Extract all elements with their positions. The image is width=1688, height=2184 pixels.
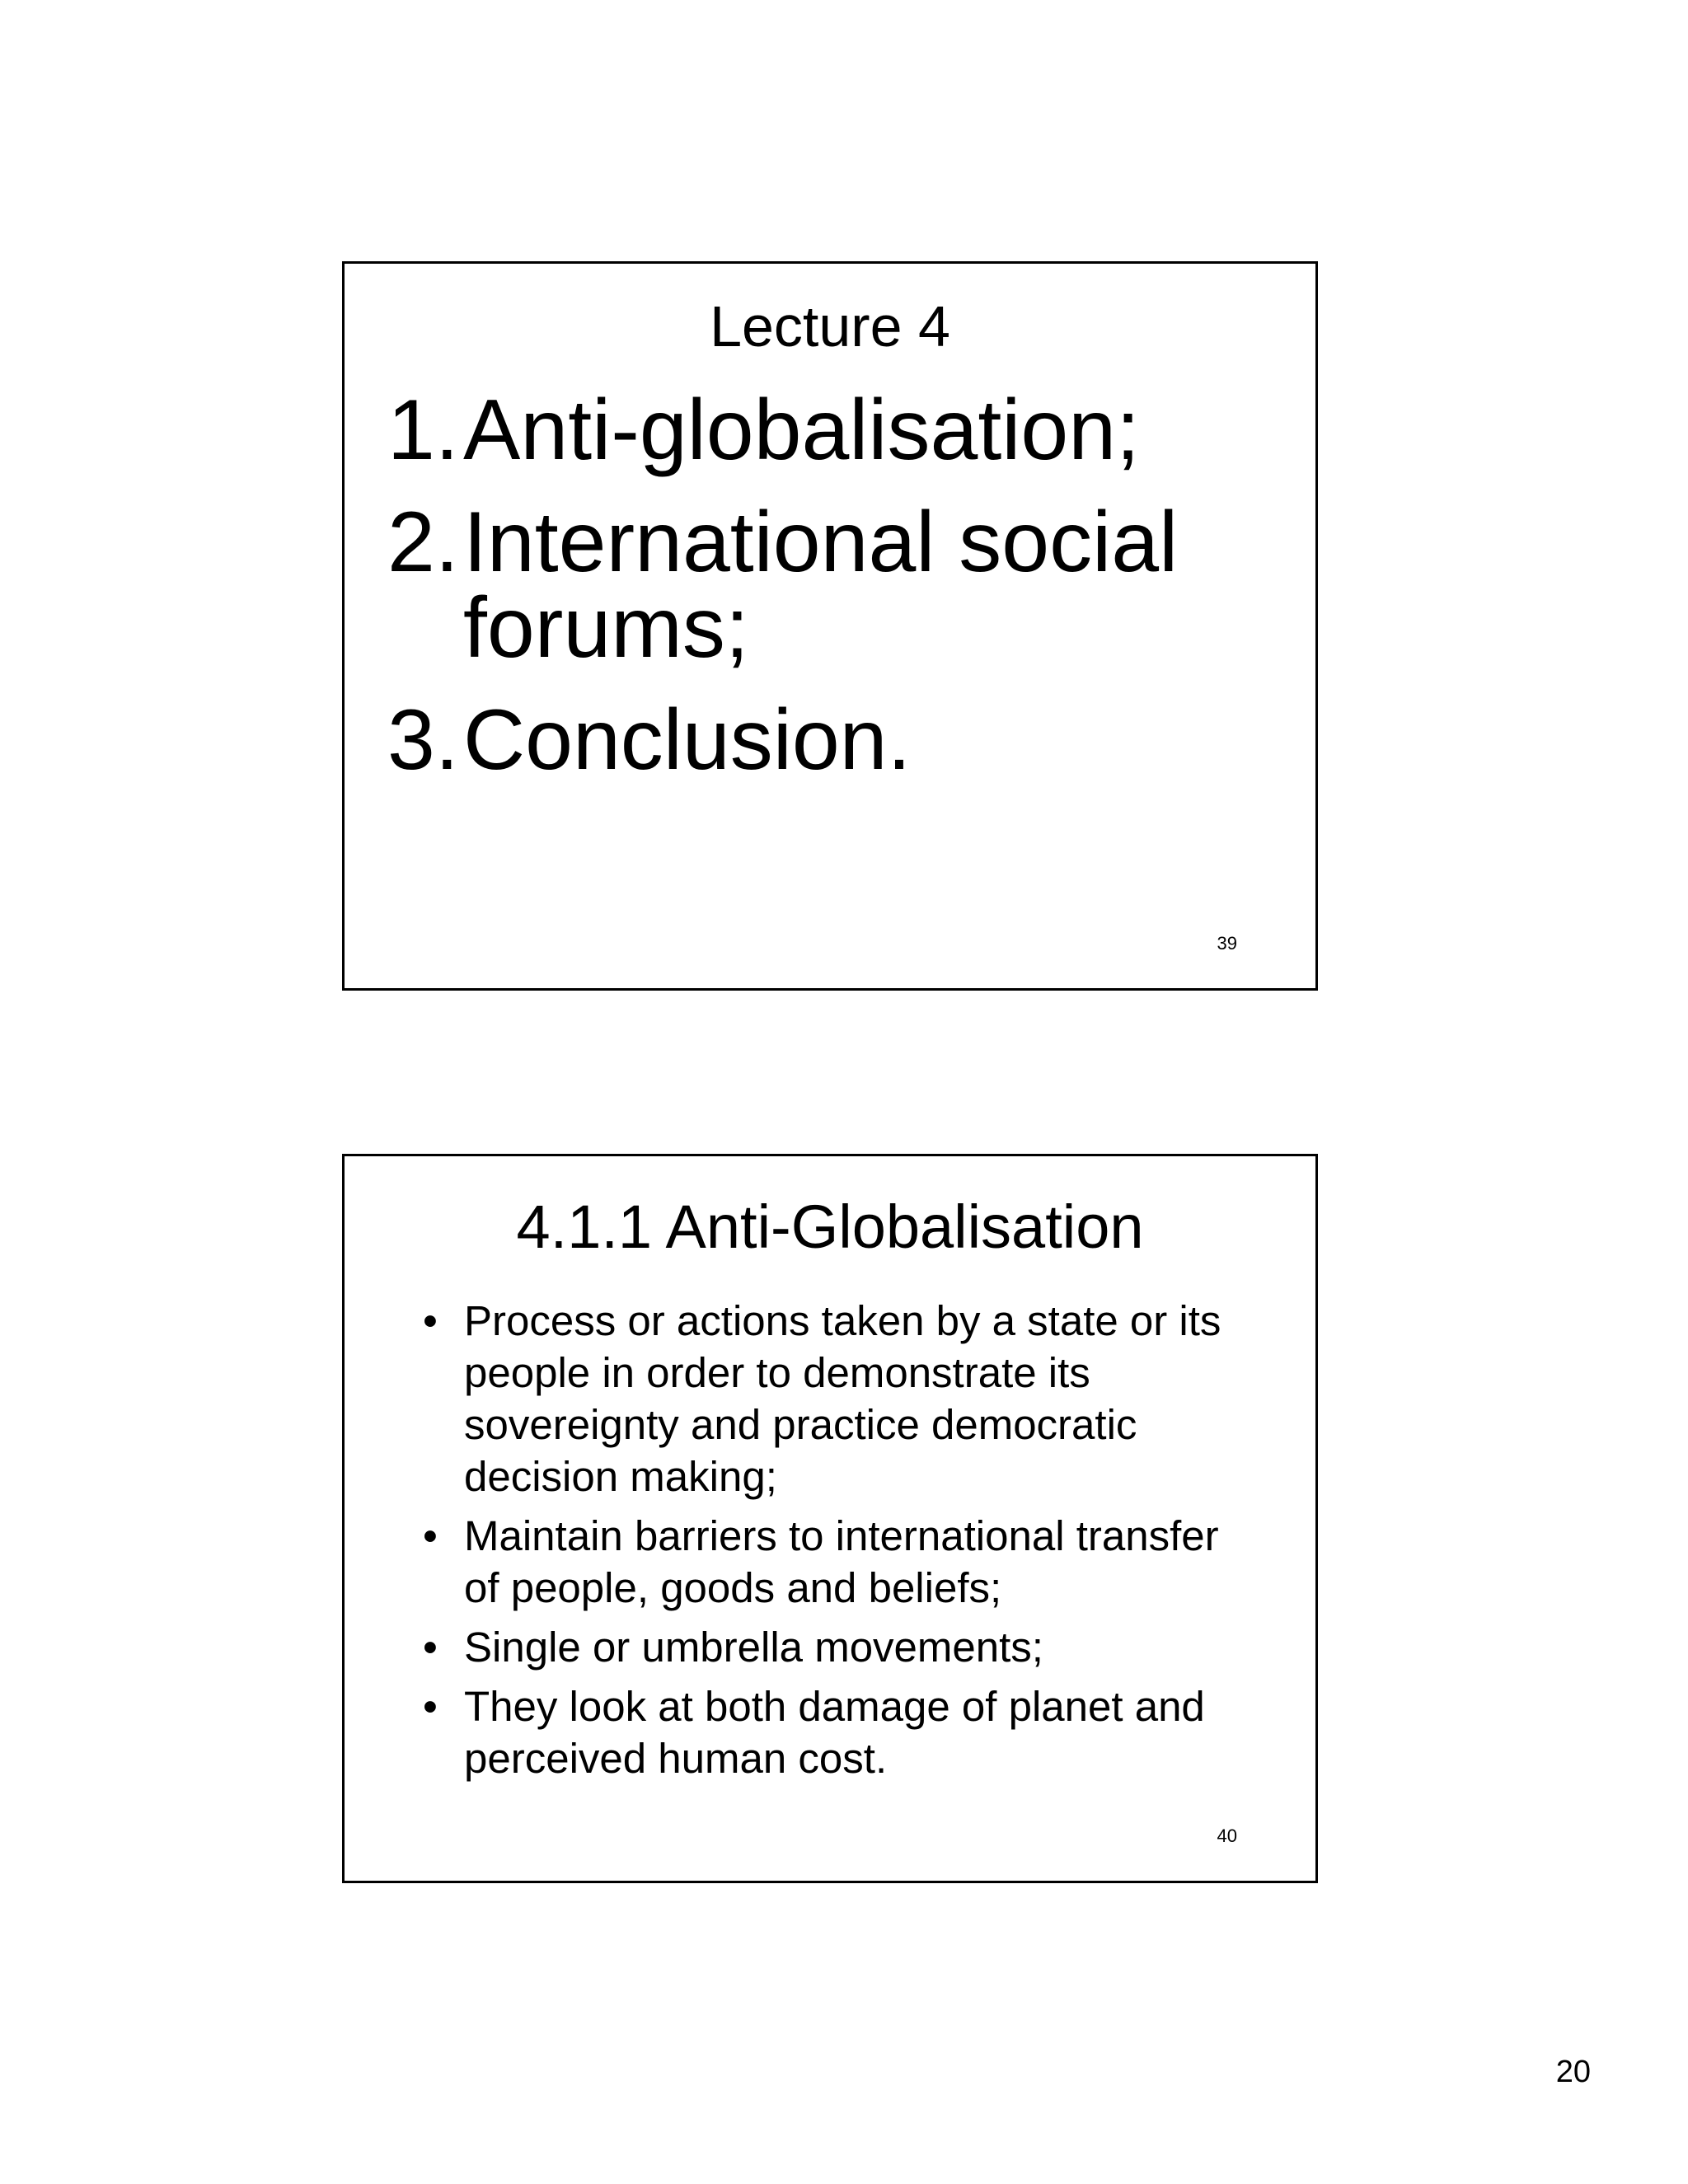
bullet-list (423, 1295, 1255, 1792)
bullet-icon: • (423, 1683, 438, 1730)
slide-number: 39 (1217, 933, 1237, 954)
slide-title: 4.1.1 Anti-Globalisation (516, 1193, 1144, 1261)
item-number: 3. (387, 692, 459, 788)
slide-number: 40 (1217, 1825, 1237, 1846)
list-item (423, 1621, 1255, 1673)
bullet-text: Maintain barriers to international transfer of people, goods and beliefs; (464, 1512, 1219, 1611)
bullet-icon: • (423, 1624, 438, 1671)
slide-39 (342, 261, 1318, 991)
bullet-text: Single or umbrella movements; (464, 1624, 1043, 1671)
item-number: 1. (387, 382, 459, 478)
bullet-icon: • (423, 1297, 438, 1344)
list-item (387, 382, 1202, 478)
bullet-text: They look at both damage of planet and perceived human cost. (464, 1683, 1205, 1782)
list-item (387, 692, 1202, 788)
item-text: Anti-globalisation; (463, 382, 1140, 478)
numbered-list (387, 382, 1202, 809)
list-item (387, 494, 1202, 676)
page-number: 20 (1555, 2055, 1591, 2089)
item-text: Conclusion. (463, 692, 912, 788)
bullet-icon: • (423, 1512, 438, 1559)
list-item (423, 1295, 1255, 1502)
slide-title: Lecture 4 (710, 294, 950, 359)
item-text: International social forums; (463, 494, 1179, 676)
list-item (423, 1680, 1255, 1784)
slide-40 (342, 1154, 1318, 1883)
list-item (423, 1510, 1255, 1614)
item-number: 2. (387, 494, 459, 590)
bullet-text: Process or actions taken by a state or its people in order to demonstrate its sovereignty and practice democratic decision making; (464, 1297, 1221, 1500)
